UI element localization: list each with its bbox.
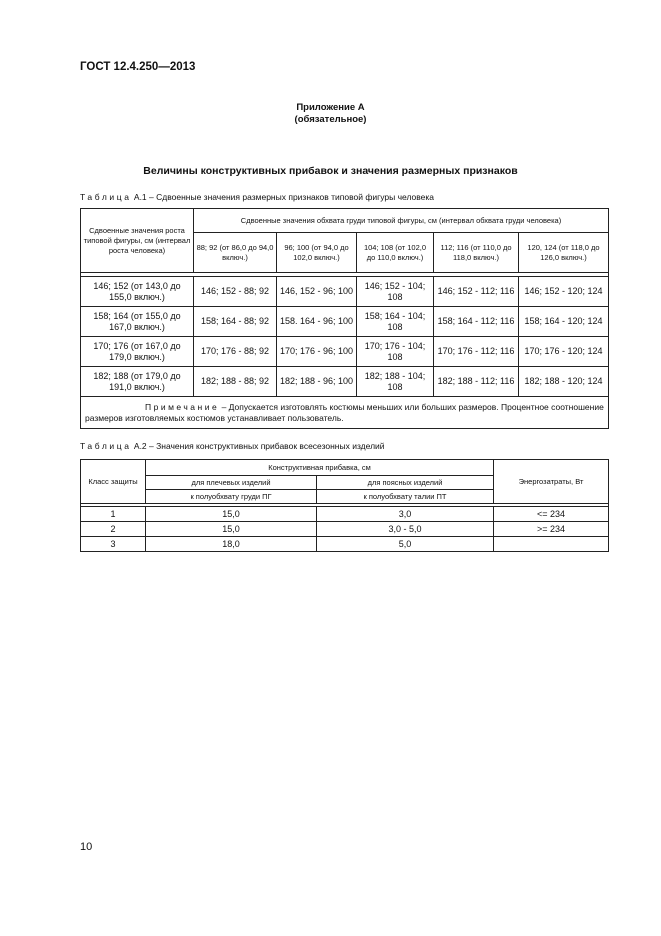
appendix-heading [0,102,661,126]
shoulder-cell: 18,0 [146,537,317,552]
table-cell: 158; 164 - 88; 92 [194,307,277,337]
table-cell: 146; 152 - 88; 92 [194,277,277,307]
table-cell: 158; 164 - 104; 108 [357,307,434,337]
note-text: – Допускается изготовлять костюмы меньших или больших размеров. Процентное соотношение размеров изготовляемых костюмов устанавливает пользователь. [85,401,604,423]
table-cell: 158; 164 - 112; 116 [434,307,519,337]
table-cell: 158; 164 - 120; 124 [519,307,609,337]
shoulder-header: для плечевых изделий [146,476,317,490]
energy-cell [494,537,609,552]
row-height-cell: 146; 152 (от 143,0 до 155,0 включ.) [81,277,194,307]
column-header: 96; 100 (от 94,0 до 102,0 включ.) [277,233,357,273]
note-label: Примечание [145,401,220,412]
column-header: 104; 108 (от 102,0 до 110,0 включ.) [357,233,434,273]
group-header-cell: Сдвоенные значения обхвата груди типовой фигуры, см (интервал обхвата груди человека) [194,209,609,233]
table-cell: 170; 176 - 112; 116 [434,337,519,367]
appendix-subtitle: (обязательное) [294,114,367,125]
shoulder-cell: 15,0 [146,522,317,537]
table-cell: 146; 152 - 104; 108 [357,277,434,307]
section-title: Величины конструктивных прибавок и значения размерных признаков [143,165,518,177]
table1-caption-text: А.1 – Сдвоенные значения размерных признаков типовой фигуры человека [133,192,435,202]
table-size-values [80,208,609,429]
table2-caption [80,441,385,451]
row-height-cell: 182; 188 (от 179,0 до 191,0 включ.) [81,367,194,397]
table-cell: 158. 164 - 96; 100 [277,307,357,337]
energy-header: Энергозатраты, Вт [494,460,609,504]
table-row [81,277,609,307]
table1-caption [80,192,434,202]
table-row [81,367,609,397]
waist-cell: 5,0 [317,537,494,552]
table-cell: 146; 152 - 112; 116 [434,277,519,307]
table2-caption-text: А.2 – Значения конструктивных прибавок всесезонных изделий [133,441,385,451]
waist-header: для поясных изделий [317,476,494,490]
page-number: 10 [80,841,93,853]
table-row [81,522,609,537]
table-allowances [80,459,609,552]
row-height-cell: 158; 164 (от 155,0 до 167,0 включ.) [81,307,194,337]
table-cell: 182; 188 - 120; 124 [519,367,609,397]
shoulder-subheader: к полуобхвату груди ПГ [146,490,317,504]
column-header: 88; 92 (от 86,0 до 94,0 включ.) [194,233,277,273]
class-header: Класс защиты [81,460,146,504]
allowance-group-header: Конструктивная прибавка, см [146,460,494,476]
table-note [81,397,609,429]
row-height-cell: 170; 176 (от 167,0 до 179,0 включ.) [81,337,194,367]
table-cell: 146; 152 - 120; 124 [519,277,609,307]
table-row [81,537,609,552]
energy-cell: <= 234 [494,507,609,522]
table1-caption-word: Таблица [80,192,132,202]
table-cell: 146, 152 - 96; 100 [277,277,357,307]
standard-number: ГОСТ 12.4.250—2013 [80,61,196,73]
waist-subheader: к полуобхвату талии ПТ [317,490,494,504]
class-cell: 2 [81,522,146,537]
shoulder-cell: 15,0 [146,507,317,522]
table-row [81,337,609,367]
table-cell: 182; 188 - 104; 108 [357,367,434,397]
table-cell: 170; 176 - 120; 124 [519,337,609,367]
waist-cell: 3,0 - 5,0 [317,522,494,537]
class-cell: 1 [81,507,146,522]
table-row [81,307,609,337]
table-cell: 182; 188 - 96; 100 [277,367,357,397]
appendix-title: Приложение А [296,102,365,113]
table-row [81,507,609,522]
table-cell: 170; 176 - 96; 100 [277,337,357,367]
waist-cell: 3,0 [317,507,494,522]
table-cell: 170; 176 - 88; 92 [194,337,277,367]
table-cell: 182; 188 - 88; 92 [194,367,277,397]
table2-caption-word: Таблица [80,441,132,451]
table-cell: 182; 188 - 112; 116 [434,367,519,397]
class-cell: 3 [81,537,146,552]
table-cell: 170; 176 - 104; 108 [357,337,434,367]
column-header: 120, 124 (от 118,0 до 126,0 включ.) [519,233,609,273]
row-header-cell: Сдвоенные значения роста типовой фигуры, см (интервал роста человека) [81,209,194,273]
energy-cell: >= 234 [494,522,609,537]
column-header: 112; 116 (от 110,0 до 118,0 включ.) [434,233,519,273]
